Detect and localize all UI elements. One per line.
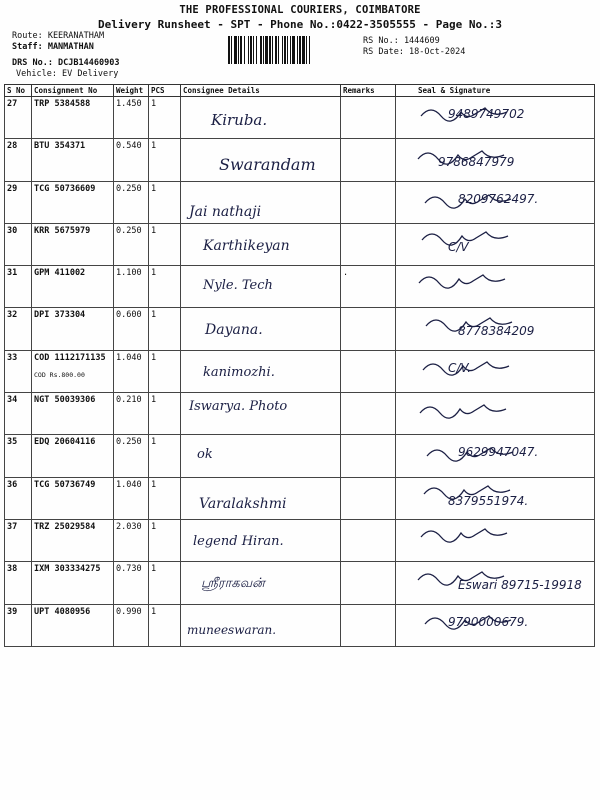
signature-cell xyxy=(396,139,595,181)
signature-text: 9790000679. xyxy=(448,614,529,629)
consignment-number xyxy=(32,139,114,181)
consignee-handwriting: Jai nathaji xyxy=(189,203,262,220)
consignee-cell xyxy=(181,519,341,561)
consignee-cell xyxy=(181,97,341,139)
table-row xyxy=(5,393,595,435)
barcode xyxy=(228,36,354,64)
consignee-cell xyxy=(181,604,341,646)
consignee-cell xyxy=(181,562,341,604)
consignment-id: UPT 4080956 xyxy=(34,606,91,617)
weight: 0.250 xyxy=(114,181,149,223)
pieces: 1 xyxy=(149,393,181,435)
table-row xyxy=(5,477,595,519)
pieces: 1 xyxy=(149,604,181,646)
consignee-handwriting: Varalakshmi xyxy=(199,495,287,512)
table-row xyxy=(5,562,595,604)
consignee-handwriting: ok xyxy=(197,447,213,463)
table-row xyxy=(5,350,595,392)
consignee-handwriting: kanimozhi. xyxy=(203,364,275,380)
signature-text: 9629947047. xyxy=(458,445,539,460)
weight: 1.450 xyxy=(114,97,149,139)
row-serial: 37 xyxy=(5,519,32,561)
rs-number: RS No.: 1444609 xyxy=(363,36,440,46)
row-serial: 28 xyxy=(5,139,32,181)
table-row xyxy=(5,519,595,561)
consignment-id: GPM 411002 xyxy=(34,268,86,279)
pieces: 1 xyxy=(149,308,181,350)
signature-cell xyxy=(396,181,595,223)
signature-cell xyxy=(396,477,595,519)
col-consignment: Consignment No xyxy=(32,85,114,97)
consignee-cell xyxy=(181,393,341,435)
signature-text: 8778384209 xyxy=(458,324,535,339)
consignee-cell xyxy=(181,223,341,265)
row-serial: 32 xyxy=(5,308,32,350)
weight: 0.210 xyxy=(114,393,149,435)
signature-text: 9489749702 xyxy=(448,107,525,121)
consignment-id: NGT 50039306 xyxy=(34,395,96,406)
col-consignee: Consignee Details xyxy=(181,85,341,97)
pieces: 1 xyxy=(149,266,181,308)
row-serial: 39 xyxy=(5,604,32,646)
pieces: 1 xyxy=(149,181,181,223)
consignee-cell xyxy=(181,181,341,223)
table-row xyxy=(5,266,595,308)
vehicle-label: Vehicle: EV Delivery xyxy=(16,69,119,79)
remarks-cell xyxy=(341,393,396,435)
signature-cell xyxy=(396,97,595,139)
consignee-cell xyxy=(181,477,341,519)
table-row xyxy=(5,181,595,223)
runsheet-table xyxy=(4,84,595,647)
consignment-id: TRP 5384588 xyxy=(34,99,91,109)
staff-label: Staff: MANMATHAN xyxy=(12,42,94,52)
consignment-id: DPI 373304 xyxy=(34,310,86,321)
row-serial: 35 xyxy=(5,435,32,477)
consignee-handwriting: Nyle. Tech xyxy=(203,278,273,294)
col-weight: Weight xyxy=(114,85,149,97)
consignment-number xyxy=(32,477,114,519)
col-signature: Seal & Signature xyxy=(396,85,595,97)
consignment-number xyxy=(32,519,114,561)
remarks-cell xyxy=(341,604,396,646)
signature-cell xyxy=(396,266,595,308)
signature-area xyxy=(398,226,592,260)
pieces: 1 xyxy=(149,350,181,392)
signature-area xyxy=(398,607,592,641)
consignee-handwriting: Kiruba. xyxy=(211,111,268,129)
signature-area xyxy=(398,437,592,471)
signature-area xyxy=(398,353,592,387)
table-row xyxy=(5,139,595,181)
remarks-cell xyxy=(341,519,396,561)
row-serial: 33 xyxy=(5,350,32,392)
signature-cell xyxy=(396,435,595,477)
signature-cell xyxy=(396,308,595,350)
signature-scribble xyxy=(398,395,518,429)
remarks-cell xyxy=(341,181,396,223)
pieces: 1 xyxy=(149,139,181,181)
col-remarks: Remarks xyxy=(341,85,396,97)
consignment-number xyxy=(32,266,114,308)
consignment-id: TCG 50736749 xyxy=(34,479,96,490)
signature-cell xyxy=(396,562,595,604)
signature-area xyxy=(398,564,592,598)
weight: 0.600 xyxy=(114,308,149,350)
row-serial: 38 xyxy=(5,562,32,604)
pieces: 1 xyxy=(149,223,181,265)
signature-text: 8209762497. xyxy=(458,191,539,206)
weight: 1.040 xyxy=(114,477,149,519)
signature-area xyxy=(398,99,592,133)
consignee-cell xyxy=(181,350,341,392)
cod-amount: COD Rs.800.00 xyxy=(34,370,85,379)
consignment-id: COD 1112171135 xyxy=(34,352,106,363)
pieces: 1 xyxy=(149,562,181,604)
row-serial: 36 xyxy=(5,477,32,519)
signature-area xyxy=(398,395,592,429)
pieces: 1 xyxy=(149,435,181,477)
weight: 1.100 xyxy=(114,266,149,308)
consignment-id: EDQ 20604116 xyxy=(34,437,96,448)
consignee-handwriting: muneeswaran. xyxy=(187,622,277,637)
pieces: 1 xyxy=(149,477,181,519)
consignee-handwriting: legend Hiran. xyxy=(193,533,284,549)
weight: 2.030 xyxy=(114,519,149,561)
signature-scribble xyxy=(398,268,518,302)
consignee-handwriting: Swarandam xyxy=(219,155,316,175)
consignment-id: IXM 303334275 xyxy=(34,564,101,575)
consignee-handwriting: ஸ்ரீராகவன் xyxy=(201,576,265,592)
consignment-number xyxy=(32,562,114,604)
signature-area xyxy=(398,268,592,302)
signature-area xyxy=(398,310,592,344)
consignment-id: TRZ 25029584 xyxy=(34,521,96,532)
signature-cell xyxy=(396,350,595,392)
consignee-cell xyxy=(181,435,341,477)
signature-text: Eswari 89715-19918 xyxy=(458,578,582,593)
consignment-id: KRR 5675979 xyxy=(34,225,91,236)
barcode-bar xyxy=(310,36,311,64)
signature-cell xyxy=(396,223,595,265)
route-label: Route: KEERANATHAM xyxy=(12,31,105,41)
consignment-number xyxy=(32,308,114,350)
consignment-id: BTU 354371 xyxy=(34,141,86,152)
signature-area xyxy=(398,480,592,514)
row-serial: 30 xyxy=(5,223,32,265)
rs-date: RS Date: 18-Oct-2024 xyxy=(363,47,466,57)
signature-text: 8379551974. xyxy=(448,493,529,508)
signature-scribble xyxy=(398,522,518,556)
row-serial: 27 xyxy=(5,97,32,139)
row-serial: 29 xyxy=(5,181,32,223)
runsheet-title: Delivery Runsheet - SPT - Phone No.:0422-3505555 - Page No.:3 xyxy=(98,18,502,31)
col-sno: S No xyxy=(5,85,32,97)
signature-area xyxy=(398,522,592,556)
weight: 1.040 xyxy=(114,350,149,392)
table-header-row xyxy=(5,85,595,97)
signature-text: 9786847979 xyxy=(438,155,515,170)
consignee-cell xyxy=(181,308,341,350)
consignee-handwriting: Iswarya. Photo xyxy=(189,399,288,415)
consignment-number xyxy=(32,435,114,477)
table-row xyxy=(5,308,595,350)
table-row xyxy=(5,223,595,265)
remarks-cell: . xyxy=(341,266,396,308)
signature-area xyxy=(398,141,592,175)
drs-number: DRS No.: DCJB14460903 xyxy=(12,58,120,68)
consignment-number xyxy=(32,97,114,139)
company-name: THE PROFESSIONAL COURIERS, COIMBATORE xyxy=(179,4,421,16)
consignee-handwriting: Karthikeyan xyxy=(203,237,290,254)
table-row xyxy=(5,97,595,139)
signature-area xyxy=(398,184,592,218)
weight: 0.730 xyxy=(114,562,149,604)
row-serial: 31 xyxy=(5,266,32,308)
pieces: 1 xyxy=(149,519,181,561)
weight: 0.990 xyxy=(114,604,149,646)
table-row xyxy=(5,435,595,477)
weight: 0.250 xyxy=(114,435,149,477)
signature-text: C/V xyxy=(448,239,469,254)
consignment-number xyxy=(32,223,114,265)
signature-cell xyxy=(396,393,595,435)
consignee-cell xyxy=(181,139,341,181)
table-row xyxy=(5,604,595,646)
consignment-number xyxy=(32,604,114,646)
signature-cell xyxy=(396,604,595,646)
consignee-cell xyxy=(181,266,341,308)
signature-cell xyxy=(396,519,595,561)
consignment-number xyxy=(32,181,114,223)
weight: 0.250 xyxy=(114,223,149,265)
weight: 0.540 xyxy=(114,139,149,181)
consignment-id: TCG 50736609 xyxy=(34,183,96,194)
consignment-number xyxy=(32,350,114,392)
consignment-number xyxy=(32,393,114,435)
consignee-handwriting: Dayana. xyxy=(205,322,263,339)
signature-text: C/V. xyxy=(448,360,472,375)
col-pcs: PCS xyxy=(149,85,181,97)
row-serial: 34 xyxy=(5,393,32,435)
pieces: 1 xyxy=(149,97,181,139)
